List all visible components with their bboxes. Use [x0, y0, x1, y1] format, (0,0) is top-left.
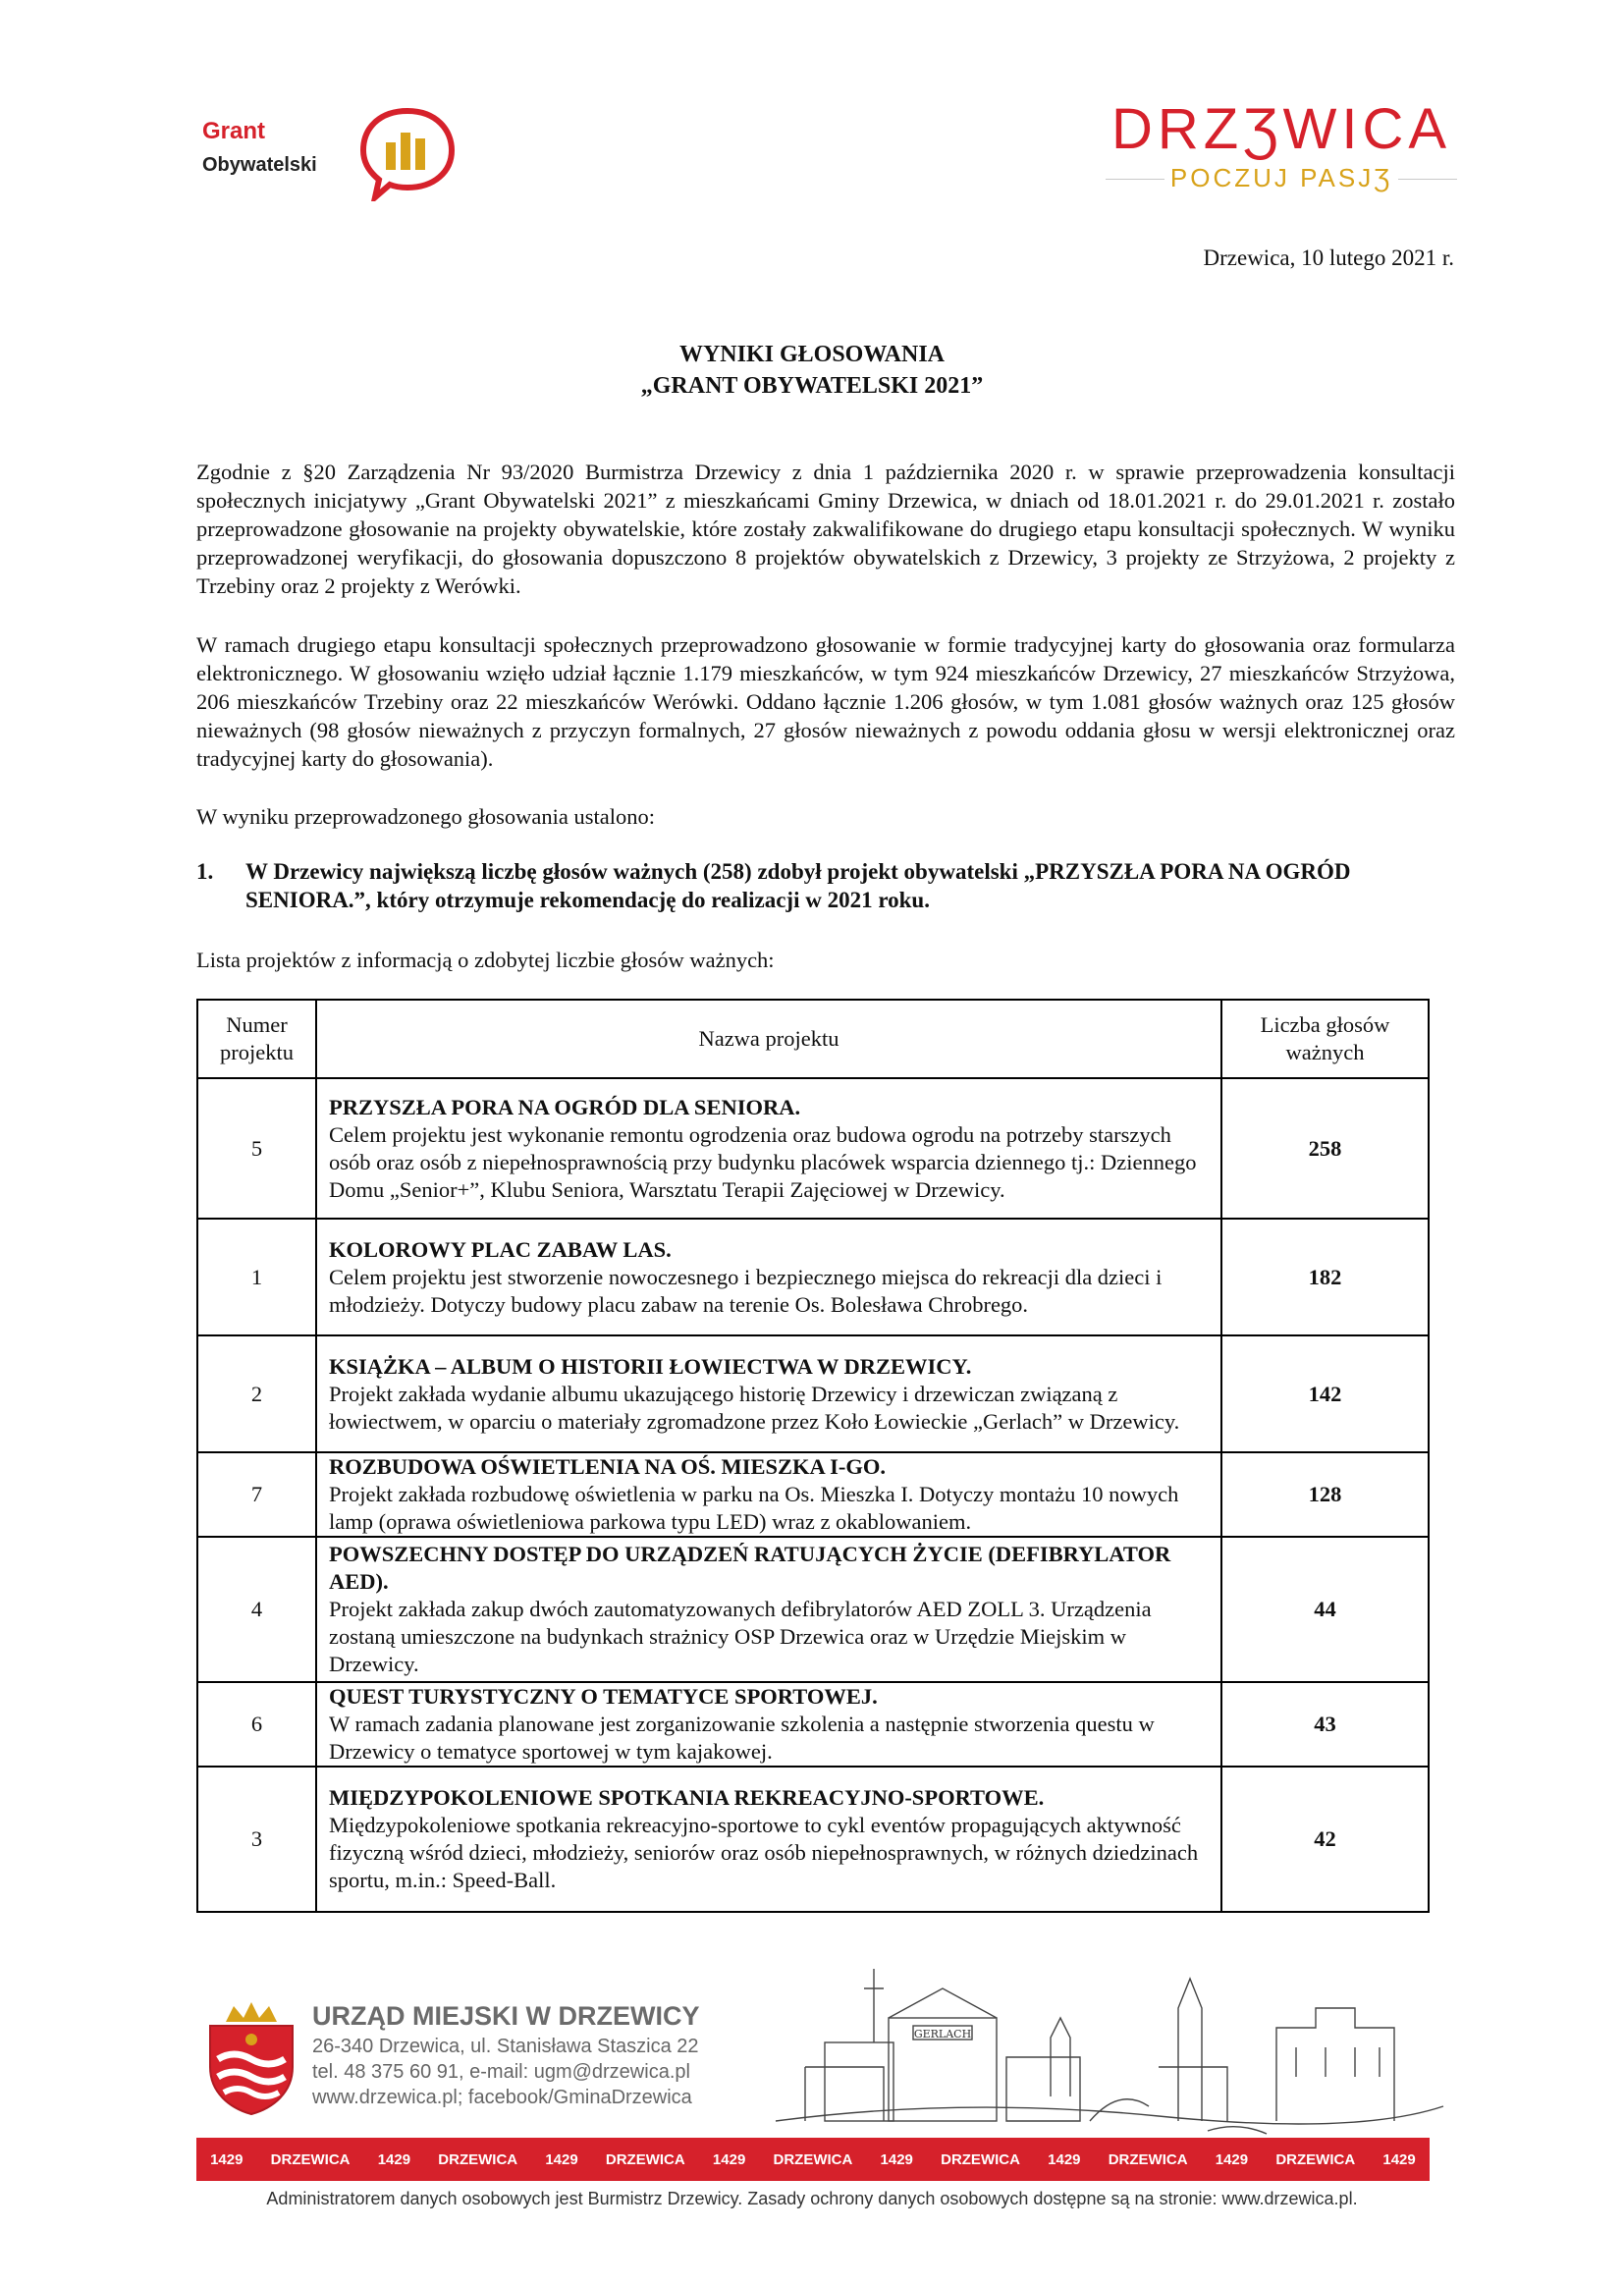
valid-votes: 258: [1221, 1078, 1429, 1219]
project-name: MIĘDZYPOKOLENIOWE SPOTKANIA REKREACYJNO-SPORTOWE.: [329, 1785, 1045, 1810]
band-item: 1429: [377, 2150, 411, 2168]
band-item: DRZEWICA: [773, 2150, 853, 2168]
title-line2: „GRANT OBYWATELSKI 2021”: [640, 373, 984, 399]
office-name: URZĄD MIEJSKI W DRZEWICY: [312, 2001, 700, 2031]
valid-votes: 142: [1221, 1335, 1429, 1452]
office-contact-line: tel. 48 375 60 91, e-mail: ugm@drzewica.pl: [312, 2061, 690, 2083]
band-item: DRZEWICA: [1108, 2150, 1188, 2168]
project-description: Projekt zakłada rozbudowę oświetlenia w parku na Os. Mieszka I. Dotyczy montażu 10 nowych lamp (oprawa oświetleniowa parkowa typu LED) wraz z okablowaniem.: [329, 1482, 1179, 1534]
band-item: DRZEWICA: [270, 2150, 351, 2168]
drzewica-logo: [1100, 98, 1463, 206]
band-item: DRZEWICA: [438, 2150, 518, 2168]
valid-votes: 182: [1221, 1219, 1429, 1335]
table-row: [197, 1682, 1429, 1767]
table-row: [197, 1452, 1429, 1537]
band-item: DRZEWICA: [1275, 2150, 1356, 2168]
header-valid-votes: Liczba głosów ważnych: [1221, 1000, 1429, 1078]
project-description: Międzypokoleniowe spotkania rekreacyjno-sportowe to cykl eventów propagujących aktywność fizyczną wśród dzieci, młodzieży, seniorów oraz osób niepełnosprawnych, w różnych dziedzinach sportu, m.in.: Speed-Ball.: [329, 1813, 1199, 1892]
band-item: DRZEWICA: [605, 2150, 685, 2168]
result-intro: W wyniku przeprowadzonego głosowania ustalono:: [196, 804, 655, 829]
project-name: ROZBUDOWA OŚWIETLENIA NA OŚ. MIESZKA I-GO.: [329, 1454, 887, 1479]
intro-paragraph: Zgodnie z §20 Zarządzenia Nr 93/2020 Burmistrza Drzewicy z dnia 1 października 2020 r. w sprawie przeprowadzenia konsultacji społecznych inicjatywy „Grant Obywatelski 2021” z mieszkańcami Gminy Drzewica, w dniach od 18.01.2021 r. do 29.01.2021 r. zostało przeprowadzone głosowanie na projekty obywatelskie, które zostały zakwalifikowane do drugiego etapu konsultacji społecznych. W wyniku przeprowadzonej weryfikacji, do głosowania dopuszczono 8 projektów obywatelskich z Drzewicy, 3 projekty ze Strzyżowa, 2 projekty z Trzebiny oraz 2 projekty z Werówki.: [196, 460, 1455, 598]
band-item: 1429: [712, 2150, 746, 2168]
band-item: 1429: [880, 2150, 913, 2168]
project-details: [316, 1452, 1221, 1537]
office-web: www.drzewica.pl; facebook/GminaDrzewica: [312, 2087, 692, 2108]
band-item: 1429: [210, 2150, 244, 2168]
drzewica-logo-text: DRZƷWICA: [1110, 97, 1452, 161]
header-project-name: Nazwa projektu: [316, 1000, 1221, 1078]
project-name: KSIĄŻKA – ALBUM O HISTORII ŁOWIECTWA W DRZEWICY.: [329, 1353, 972, 1379]
data-protection-note: Administratorem danych osobowych jest Burmistrz Drzewicy. Zasady ochrony danych osobowych dostępne są na stronie: www.drzewica.pl.: [266, 2189, 1358, 2208]
speech-bubble-chart-icon: [353, 103, 461, 201]
project-number: 7: [197, 1452, 316, 1537]
project-details: [316, 1335, 1221, 1452]
valid-votes: 128: [1221, 1452, 1429, 1537]
grant-logo-line2: Obywatelski: [202, 154, 317, 176]
project-name: QUEST TURYSTYCZNY O TEMATYCE SPORTOWEJ.: [329, 1684, 878, 1709]
project-number: 1: [197, 1219, 316, 1335]
document-date: Drzewica, 10 lutego 2021 r.: [1203, 245, 1454, 270]
project-details: [316, 1682, 1221, 1767]
project-name: POWSZECHNY DOSTĘP DO URZĄDZEŃ RATUJĄCYCH ŻYCIE (DEFIBRYLATOR AED).: [329, 1542, 1171, 1594]
list-intro: Lista projektów z informacją o zdobytej liczbie głosów ważnych:: [196, 948, 775, 972]
project-details: [316, 1767, 1221, 1912]
project-details: [316, 1537, 1221, 1682]
table-header-row: [197, 1000, 1429, 1078]
title-line1: WYNIKI GŁOSOWANIA: [678, 342, 946, 367]
project-description: Celem projektu jest wykonanie remontu ogrodzenia oraz budowa ogrodu na potrzeby starszych osób oraz osób z niepełnosprawnością przy budynku placówek wsparcia dziennego tj.: Dziennego Domu „Senior+”, Klubu Seniora, Warsztatu Terapii Zajęciowej w Drzewicy.: [329, 1121, 1197, 1202]
project-description: W ramach zadania planowane jest zorganizowanie szkolenia a następnie stworzenia questu w Drzewicy o tematyce sportowej w tym kajakowej.: [329, 1712, 1155, 1764]
project-number: 5: [197, 1078, 316, 1219]
town-skyline-illustration: [766, 1949, 1453, 2146]
table-row: [197, 1767, 1429, 1912]
table-row: [197, 1537, 1429, 1682]
grant-obywatelski-logo: [196, 103, 471, 201]
project-description: Celem projektu jest stworzenie nowoczesnego i bezpiecznego miejsca do rekreacji dla dzieci i młodzieży. Dotyczy budowy placu zabaw na terenie Os. Bolesława Chrobrego.: [329, 1264, 1163, 1317]
office-contact: [312, 1998, 700, 2110]
office-address: 26-340 Drzewica, ul. Stanisława Staszica 22: [312, 2036, 699, 2057]
project-name: KOLOROWY PLAC ZABAW LAS.: [329, 1236, 672, 1262]
band-item: 1429: [1215, 2150, 1249, 2168]
band-item: 1429: [545, 2150, 578, 2168]
band-item: 1429: [1382, 2150, 1416, 2168]
footer-band: [196, 2138, 1430, 2181]
project-number: 6: [197, 1682, 316, 1767]
project-description: Projekt zakłada wydanie albumu ukazującego historię Drzewicy i drzewiczan związaną z łowiectwem, w oparciu o materiały zgromadzone przez Koło Łowieckie „Gerlach” w Drzewicy.: [329, 1381, 1180, 1434]
project-details: [316, 1078, 1221, 1219]
grant-logo-line1: Grant: [202, 118, 266, 144]
table-row: [197, 1335, 1429, 1452]
project-number: 3: [197, 1767, 316, 1912]
band-item: DRZEWICA: [941, 2150, 1020, 2168]
project-number: 2: [197, 1335, 316, 1452]
drzewica-tagline: POCZUJ PASJƷ: [1169, 163, 1393, 192]
result-item-text: W Drzewicy największą liczbę głosów ważnych (258) zdobył projekt obywatelski „PRZYSZŁA PORA NA OGRÓD SENIORA.”, który otrzymuje rekomendację do realizacji w 2021 roku.: [245, 859, 1351, 912]
project-details: [316, 1219, 1221, 1335]
table-row: [197, 1078, 1429, 1219]
voting-stats-paragraph: W ramach drugiego etapu konsultacji społecznych przeprowadzono głosowanie w formie tradycyjnej karty do głosowania oraz formularza elektronicznego. W głosowaniu wzięło udział łącznie 1.179 mieszkańców, w tym 924 mieszkańców Drzewicy, 27 mieszkańców Strzyżowa, 206 mieszkańców Trzebiny oraz 22 mieszkańców Werówki. Oddano łącznie 1.206 głosów, w tym 1.081 głosów ważnych oraz 125 głosów nieważnych (98 głosów nieważnych z przyczyn formalnych, 27 głosów nieważnych z powodu oddania głosu w wersji elektronicznej oraz tradycyjnej karty do głosowania).: [196, 632, 1455, 771]
project-description: Projekt zakłada zakup dwóch zautomatyzowanych defibrylatorów AED ZOLL 3. Urządzenia zostaną umieszczone na budynkach strażnicy OSP Drzewica oraz w Urzędzie Miejskim w Drzewicy.: [329, 1597, 1152, 1676]
drzewica-coat-of-arms-icon: [204, 1998, 298, 2116]
result-item-number: 1.: [196, 859, 214, 884]
band-item: 1429: [1048, 2150, 1081, 2168]
table-row: [197, 1219, 1429, 1335]
valid-votes: 42: [1221, 1767, 1429, 1912]
results-table: [196, 999, 1430, 1913]
valid-votes: 44: [1221, 1537, 1429, 1682]
valid-votes: 43: [1221, 1682, 1429, 1767]
project-name: PRZYSZŁA PORA NA OGRÓD DLA SENIORA.: [329, 1094, 801, 1119]
document-title: [0, 339, 1624, 402]
gerlach-sign: GERLACH: [913, 2028, 972, 2040]
header-project-number: Numer projektu: [197, 1000, 316, 1078]
project-number: 4: [197, 1537, 316, 1682]
